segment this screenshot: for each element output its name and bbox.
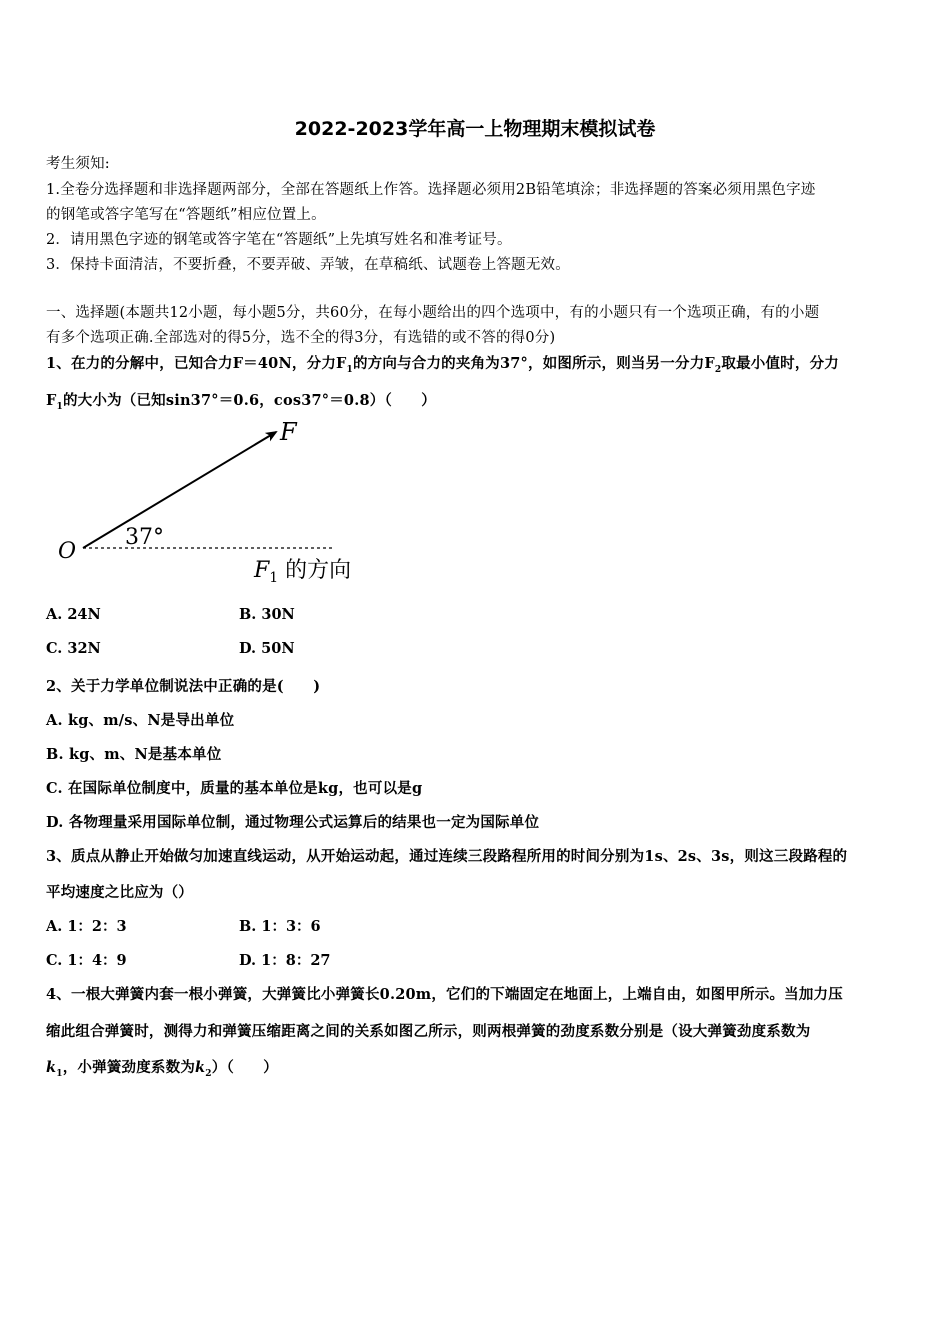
question-1-stem-line-2: [46, 389, 436, 412]
q4-k2-sub: 2: [205, 1068, 212, 1079]
q4-end-text: ）（ ）: [211, 1059, 278, 1076]
notice-item-3: 3．保持卡面清洁，不要折叠，不要弄破、弄皱，在草稿纸、试题卷上答题无效。: [46, 257, 570, 273]
question-4-stem-line-3: [46, 1056, 278, 1079]
q4-k1: k: [46, 1059, 57, 1076]
q2-option-c: C. 在国际单位制度中，质量的基本单位是kg，也可以是g: [46, 780, 423, 797]
q4-mid-text: ，小弹簧劲度系数为: [62, 1059, 196, 1076]
question-3-stem-line-2: 平均速度之比应为（）: [46, 884, 193, 901]
q1-option-c: C. 32N: [46, 640, 101, 657]
q1-text-d: F: [46, 392, 57, 409]
force-label-f: F: [280, 418, 297, 446]
angle-label: 37°: [125, 525, 164, 550]
origin-label-o: O: [58, 539, 77, 564]
notice-heading: 考生须知:: [46, 156, 110, 172]
q1-option-a: A. 24N: [46, 606, 101, 623]
q2-option-b: B. kg、m、N是基本单位: [46, 746, 222, 763]
q1-text-a: 1、在力的分解中，已知合力F＝40N，分力F: [46, 355, 347, 372]
question-4-stem-line-1: 4、一根大弹簧内套一根小弹簧，大弹簧比小弹簧长0.20m，它们的下端固定在地面上，上端自由，如图甲所示。当加力压: [46, 986, 843, 1003]
question-4-stem-line-2: 缩此组合弹簧时，测得力和弹簧压缩距离之间的关系如图乙所示，则两根弹簧的劲度系数分别是（设大弹簧劲度系数为: [46, 1023, 811, 1040]
f1-direction-label: [253, 558, 351, 586]
f1-label-sub: 1: [269, 570, 279, 586]
q2-option-d: D. 各物理量采用国际单位制，通过物理公式运算后的结果也一定为国际单位: [46, 814, 540, 831]
q1-option-d: D. 50N: [239, 640, 295, 657]
resultant-force-arrow: [83, 432, 276, 548]
question-2-stem: 2、关于力学单位制说法中正确的是( ): [46, 678, 321, 695]
notice-item-2: 2．请用黑色字迹的钢笔或答字笔在“答题纸”上先填写姓名和准考证号。: [46, 232, 512, 248]
q3-option-d: D. 1：8：27: [239, 952, 331, 969]
q3-option-c: C. 1：4：9: [46, 952, 127, 969]
q3-option-b: B. 1：3：6: [239, 918, 321, 935]
q1-option-b: B. 30N: [239, 606, 295, 623]
q1-text-e: 的大小为（已知sin37°＝0.6，cos37°＝0.8）（ ）: [62, 392, 437, 409]
section-1-intro-line-2: 有多个选项正确.全部选对的得5分，选不全的得3分，有选错的或不答的得0分): [46, 330, 556, 346]
q1-sub-1: 1: [346, 364, 353, 375]
force-decomposition-figure: [50, 415, 390, 590]
q2-option-a: A. kg、m/s、N是导出单位: [46, 712, 235, 729]
q4-k1-sub: 1: [56, 1068, 63, 1079]
q4-k2: k: [195, 1059, 206, 1076]
q1-text-c: 取最小值时，分力: [721, 355, 839, 372]
question-1-stem-line-1: [46, 352, 839, 375]
f1-label-suffix: 的方向: [278, 558, 352, 583]
q1-sub-3: 1: [56, 401, 63, 412]
question-3-stem-line-1: 3、质点从静止开始做匀加速直线运动，从开始运动起，通过连续三段路程所用的时间分别为1s、2s、3s，则这三段路程的: [46, 848, 848, 865]
notice-item-1-line-2: 的钢笔或答字笔写在“答题纸”相应位置上。: [46, 207, 326, 223]
q3-option-a: A. 1：2：3: [46, 918, 127, 935]
section-1-intro-line-1: 一、选择题(本题共12小题，每小题5分，共60分，在每小题给出的四个选项中，有的小题只有一个选项正确，有的小题: [46, 305, 820, 321]
q1-text-b: 的方向与合力的夹角为37°，如图所示，则当另一分力F: [352, 355, 715, 372]
q1-sub-2: 2: [714, 364, 722, 375]
f1-label-f: F: [254, 558, 270, 583]
notice-item-1-line-1: 1.全卷分选择题和非选择题两部分，全部在答题纸上作答。选择题必须用2B铅笔填涂；非选择题的答案必须用黑色字迹: [46, 182, 816, 198]
page-title: 2022-2023学年高一上物理期末模拟试卷: [294, 118, 656, 140]
